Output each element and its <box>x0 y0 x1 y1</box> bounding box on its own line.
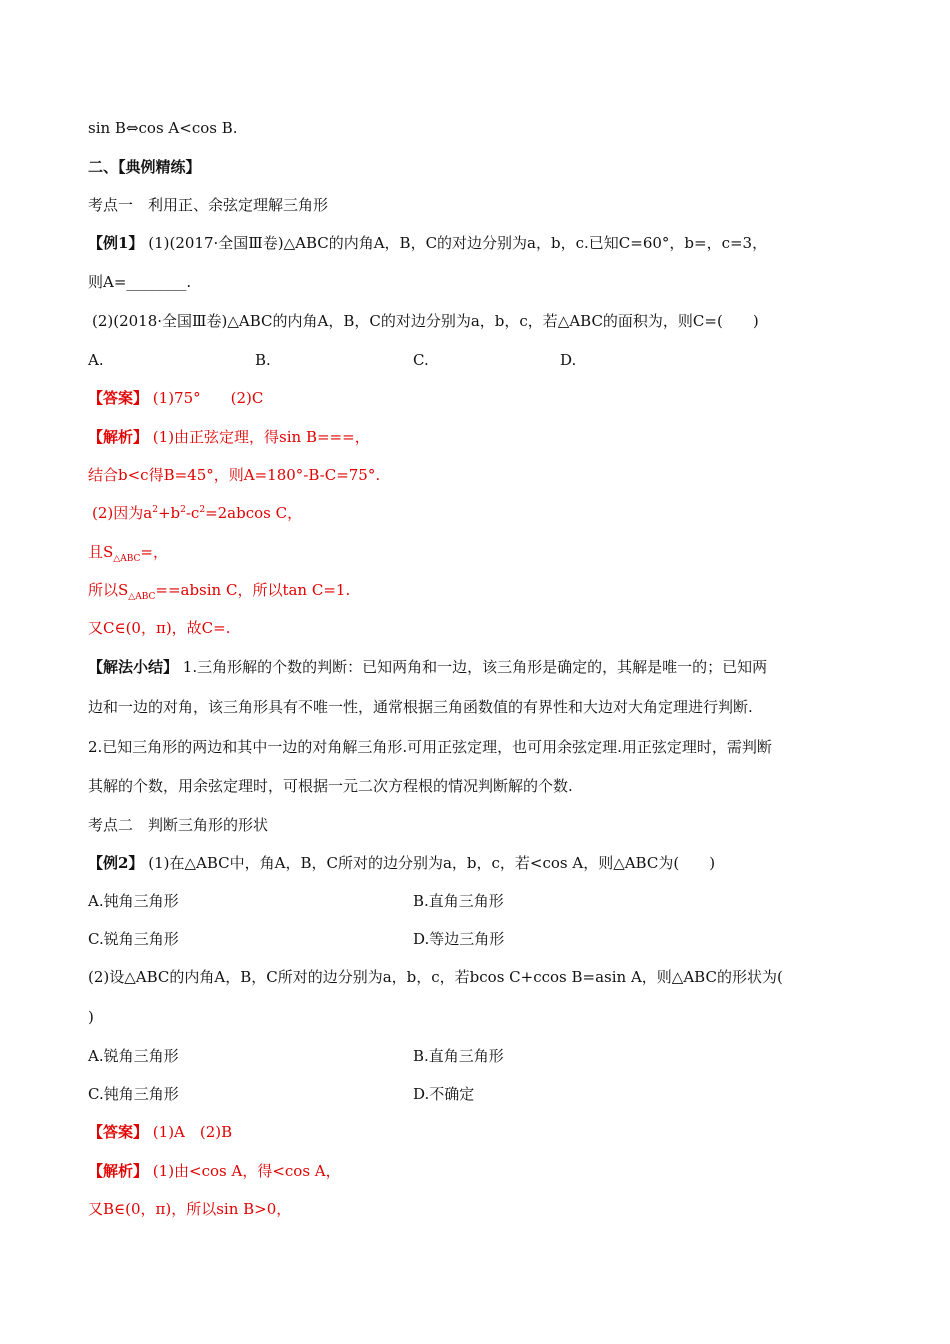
option-d: D. <box>560 351 577 369</box>
answer-text: (1)75° (2)C <box>152 389 264 407</box>
analysis-line: 结合b<c得B=45°，则A=180°-B-C=75°. <box>88 466 381 484</box>
summary-text: 1.三角形解的个数的判断：已知两角和一边，该三角形是确定的，其解是唯一的；已知两 <box>182 658 768 676</box>
text-line: sin B⇔cos A<cos B. <box>88 119 238 137</box>
formula-part: 所以S <box>88 581 129 599</box>
topic-heading: 考点一 利用正、余弦定理解三角形 <box>88 196 329 214</box>
example-tag: 【例1】 <box>88 234 144 252</box>
example-text: (1)(2017·全国Ⅲ卷)△ABC的内角A，B，C的对边分别为a，b，c.已知C=60°，b=，c=3， <box>148 234 768 252</box>
analysis-line <box>88 542 168 562</box>
text-line: (2)(2018·全国Ⅲ卷)△ABC的内角A，B，C的对边分别为a，b，c，若△ABC的面积为，则C=( ) <box>92 312 759 330</box>
answer-line <box>88 1122 232 1142</box>
option-a: A.钝角三角形 <box>88 892 179 910</box>
summary-line <box>88 657 767 677</box>
analysis-line <box>88 427 370 447</box>
option-d: D.不确定 <box>413 1085 475 1103</box>
formula-part: 且S <box>88 543 114 561</box>
example-tag: 【例2】 <box>88 854 144 872</box>
text-line: 则A=________. <box>88 273 192 291</box>
text-line: (2)设△ABC的内角A，B，C所对的边分别为a，b，c，若bcos C+ccos B=asin A，则△ABC的形状为( <box>88 968 783 986</box>
option-c: C.锐角三角形 <box>88 930 179 948</box>
subscript: △ABC <box>113 554 141 564</box>
option-d: D.等边三角形 <box>413 930 505 948</box>
analysis-tag: 【解析】 <box>88 428 149 446</box>
option-a: A. <box>88 351 104 369</box>
answer-tag: 【答案】 <box>88 389 149 407</box>
topic-heading: 考点二 判断三角形的形状 <box>88 816 269 834</box>
summary-line: 边和一边的对角，该三角形具有不唯一性，通常根据三角函数值的有界性和大边对大角定理进行判断. <box>88 698 753 716</box>
answer-line <box>88 388 263 408</box>
formula-part: -c <box>185 504 200 522</box>
example-1-line <box>88 233 767 253</box>
option-b: B.直角三角形 <box>413 1047 504 1065</box>
analysis-text: (1)由正弦定理，得sin B===， <box>152 428 370 446</box>
formula-part: =， <box>140 543 168 561</box>
option-b: B.直角三角形 <box>413 892 504 910</box>
example-2-line <box>88 853 715 873</box>
text-line: ) <box>88 1008 94 1026</box>
answer-text: (1)A (2)B <box>152 1123 233 1141</box>
answer-tag: 【答案】 <box>88 1123 149 1141</box>
summary-line: 其解的个数，用余弦定理时，可根据一元二次方程根的情况判断解的个数. <box>88 777 573 795</box>
analysis-line: 又B∈(0，π)，所以sin B>0， <box>88 1200 292 1218</box>
superscript: 2 <box>199 505 206 515</box>
example-text: (1)在△ABC中，角A，B，C所对的边分别为a，b，c，若<cos A，则△ABC为( ) <box>148 854 716 872</box>
formula-part: =2abcos C， <box>205 504 303 522</box>
analysis-line <box>88 580 350 600</box>
analysis-text: (1)由<cos A，得<cos A， <box>152 1162 341 1180</box>
analysis-tag: 【解析】 <box>88 1162 149 1180</box>
formula-part: +b <box>157 504 181 522</box>
superscript: 2 <box>152 505 158 515</box>
summary-tag: 【解法小结】 <box>88 658 179 676</box>
formula-part: ==absin C，所以tan C=1. <box>155 581 351 599</box>
option-c: C. <box>413 351 429 369</box>
option-a: A.锐角三角形 <box>88 1047 179 1065</box>
analysis-line <box>92 503 302 523</box>
analysis-line: 又C∈(0，π)，故C=. <box>88 619 231 637</box>
option-b: B. <box>255 351 271 369</box>
summary-line: 2.已知三角形的两边和其中一边的对角解三角形.可用正弦定理，也可用余弦定理.用正弦定理时，需判断 <box>88 738 772 756</box>
formula-part: (2)因为a <box>92 504 153 522</box>
section-heading: 二、【典例精练】 <box>88 158 201 176</box>
subscript: △ABC <box>128 592 156 602</box>
option-c: C.钝角三角形 <box>88 1085 179 1103</box>
analysis-line <box>88 1161 341 1181</box>
superscript: 2 <box>180 505 186 515</box>
